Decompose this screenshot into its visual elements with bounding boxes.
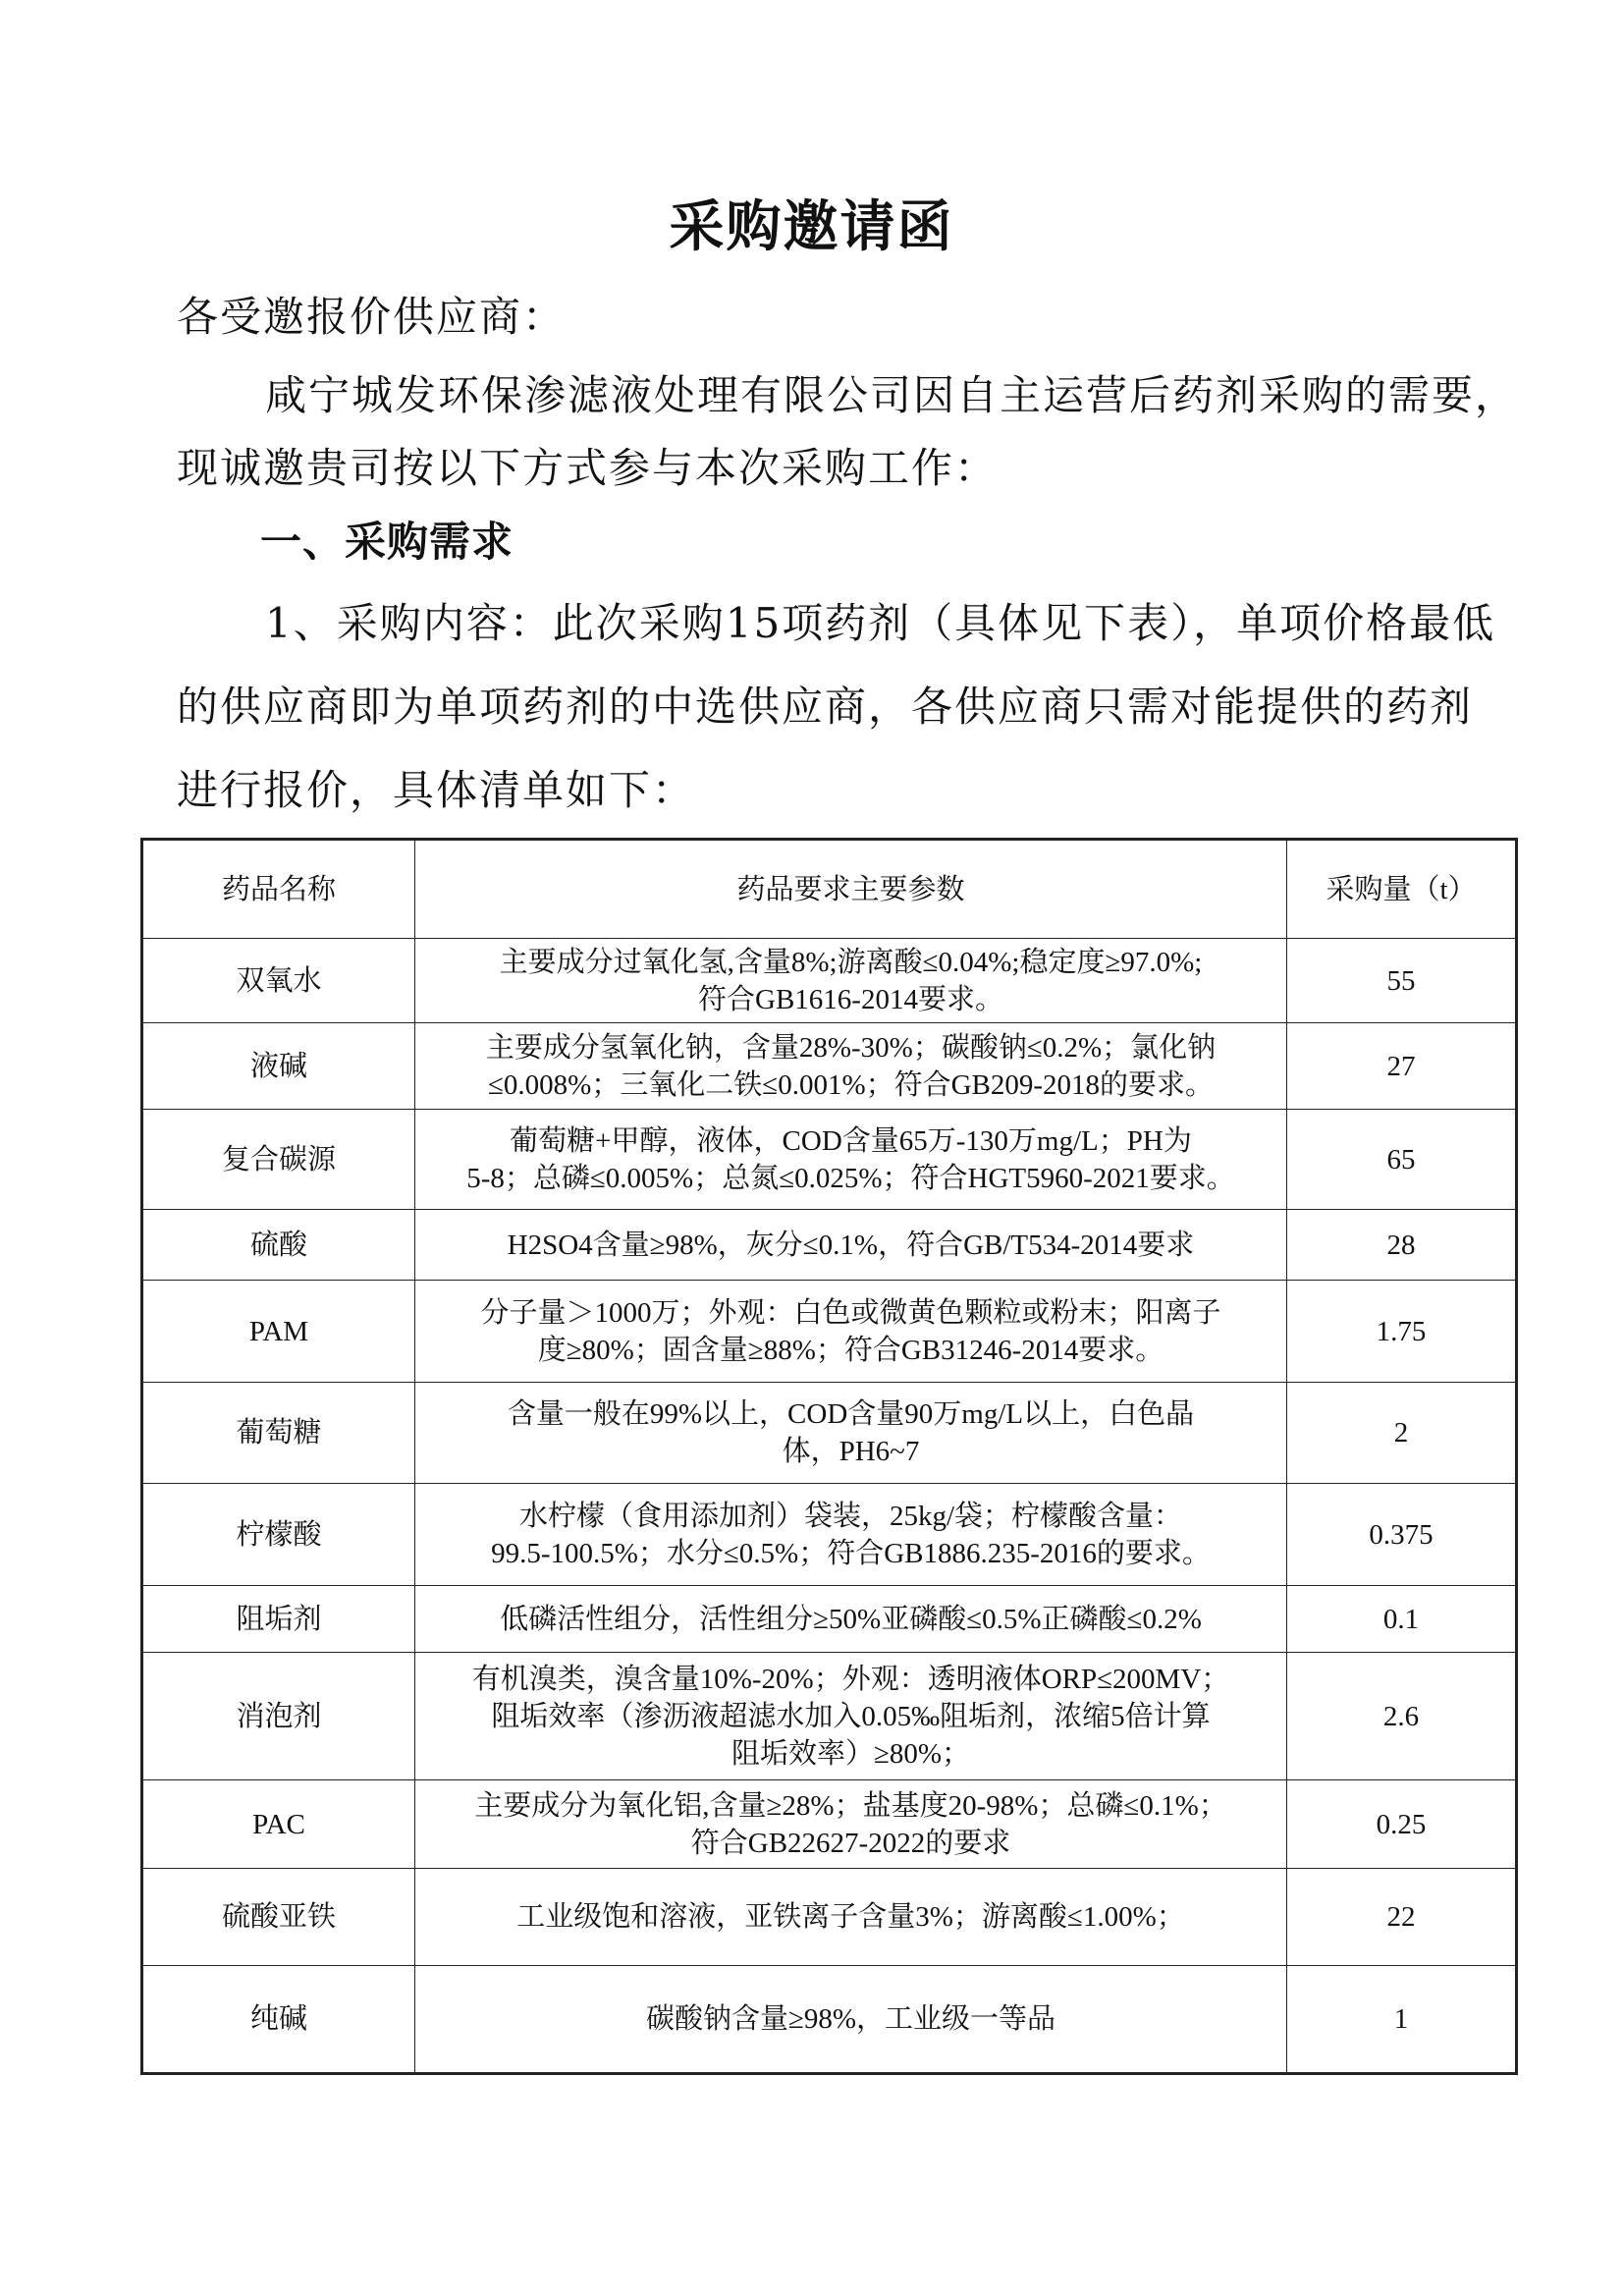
drug-name-cell: 阻垢剂: [142, 1586, 415, 1653]
table-row: [142, 1780, 1517, 1869]
item1-line-3: 进行报价，具体清单如下：: [177, 766, 696, 814]
table-row: [142, 1653, 1517, 1780]
drug-name-cell: PAM: [142, 1281, 415, 1383]
drug-name-cell: 复合碳源: [142, 1110, 415, 1210]
param-line: 体，PH6~7: [782, 1436, 920, 1467]
param-line: 度≥80%；固含量≥88%；符合GB31246-2014要求。: [537, 1334, 1164, 1366]
drug-params-cell: [415, 1383, 1287, 1484]
document-title: 采购邀请函: [669, 195, 954, 259]
drug-params-cell: [415, 1110, 1287, 1210]
quantity-cell: 55: [1287, 939, 1517, 1023]
param-line: 99.5-100.5%；水分≤0.5%；符合GB1886.235-2016的要求。: [491, 1537, 1211, 1569]
drug-params-cell: [415, 1966, 1287, 2074]
header-drug-name: 药品名称: [142, 840, 415, 939]
param-line: 工业级饱和溶液，亚铁离子含量3%；游离酸≤1.00%；: [516, 1901, 1185, 1933]
drug-params-cell: [415, 1281, 1287, 1383]
param-line: 5-8；总磷≤0.005%；总氮≤0.025%；符合HGT5960-2021要求。: [466, 1162, 1235, 1194]
drug-params-cell: [415, 1869, 1287, 1966]
table-row: [142, 939, 1517, 1023]
header-quantity: 采购量（t）: [1287, 840, 1517, 939]
table-row: [142, 1383, 1517, 1484]
intro-line-1: 咸宁城发环保渗滤液处理有限公司因自主运营后药剂采购的需要，: [265, 371, 1519, 419]
param-line: 主要成分氢氧化钠，含量28%-30%；碳酸钠≤0.2%；氯化钠: [485, 1031, 1217, 1064]
procurement-table: [140, 838, 1518, 2075]
drug-params-cell: [415, 1484, 1287, 1586]
param-line: 分子量＞1000万；外观：白色或微黄色颗粒或粉末；阳离子: [480, 1296, 1221, 1329]
section-heading-procurement-needs: 一、采购需求: [260, 518, 514, 566]
param-line: 葡萄糖+甲醇，液体，COD含量65万-130万mg/L；PH为: [510, 1124, 1192, 1157]
table-row: [142, 1281, 1517, 1383]
drug-name-cell: 消泡剂: [142, 1653, 415, 1780]
drug-name-cell: 硫酸亚铁: [142, 1869, 415, 1966]
intro-line-2: 现诚邀贵司按以下方式参与本次采购工作：: [177, 444, 999, 492]
drug-params-cell: [415, 1210, 1287, 1281]
drug-name-cell: 液碱: [142, 1023, 415, 1110]
table-row: [142, 1966, 1517, 2074]
table-row: [142, 1484, 1517, 1586]
drug-name-cell: 葡萄糖: [142, 1383, 415, 1484]
param-line: 阻垢效率）≥80%；: [730, 1737, 971, 1770]
param-line: 阻垢效率（渗沥液超滤水加入0.05‰阻垢剂，浓缩5倍计算: [491, 1700, 1211, 1732]
param-line: H2SO4含量≥98%，灰分≤0.1%，符合GB/T534-2014要求: [507, 1229, 1195, 1261]
drug-name-cell: 纯碱: [142, 1966, 415, 2074]
drug-name-cell: PAC: [142, 1780, 415, 1869]
param-line: ≤0.008%；三氧化二铁≤0.001%；符合GB209-2018的要求。: [487, 1068, 1215, 1101]
drug-params-cell: [415, 1653, 1287, 1780]
param-line: 水柠檬（食用添加剂）袋装，25kg/袋；柠檬酸含量：: [518, 1500, 1183, 1532]
quantity-cell: 1.75: [1287, 1281, 1517, 1383]
table-row: [142, 1110, 1517, 1210]
table-header-row: [142, 840, 1517, 939]
param-line: 有机溴类，溴含量10%-20%；外观：透明液体ORP≤200MV；: [471, 1663, 1230, 1695]
drug-name-cell: 柠檬酸: [142, 1484, 415, 1586]
quantity-cell: 27: [1287, 1023, 1517, 1110]
param-line: 含量一般在99%以上，COD含量90万mg/L以上，白色晶: [507, 1398, 1195, 1430]
salutation: 各受邀报价供应商：: [177, 293, 567, 341]
drug-name-cell: 双氧水: [142, 939, 415, 1023]
param-line: 主要成分为氧化铝,含量≥28%；盐基度20-98%；总磷≤0.1%；: [474, 1789, 1227, 1822]
param-line: 符合GB22627-2022的要求: [690, 1827, 1011, 1859]
table-row: [142, 1869, 1517, 1966]
drug-params-cell: [415, 1023, 1287, 1110]
table-row: [142, 1023, 1517, 1110]
param-line: 碳酸钠含量≥98%，工业级一等品: [645, 2003, 1056, 2035]
table-row: [142, 1210, 1517, 1281]
drug-name-cell: 硫酸: [142, 1210, 415, 1281]
quantity-cell: 22: [1287, 1869, 1517, 1966]
table-row: [142, 1586, 1517, 1653]
quantity-cell: 2.6: [1287, 1653, 1517, 1780]
quantity-cell: 0.25: [1287, 1780, 1517, 1869]
quantity-cell: 28: [1287, 1210, 1517, 1281]
quantity-cell: 65: [1287, 1110, 1517, 1210]
drug-params-cell: [415, 1780, 1287, 1869]
header-drug-params: 药品要求主要参数: [415, 840, 1287, 939]
quantity-cell: 1: [1287, 1966, 1517, 2074]
quantity-cell: 0.375: [1287, 1484, 1517, 1586]
quantity-cell: 0.1: [1287, 1586, 1517, 1653]
quantity-cell: 2: [1287, 1383, 1517, 1484]
drug-params-cell: [415, 1586, 1287, 1653]
param-line: 主要成分过氧化氢,含量8%;游离酸≤0.04%;稳定度≥97.0%;: [499, 946, 1203, 978]
item1-line-2: 的供应商即为单项药剂的中选供应商，各供应商只需对能提供的药剂: [177, 683, 1474, 731]
drug-params-cell: [415, 939, 1287, 1023]
param-line: 符合GB1616-2014要求。: [698, 983, 1003, 1015]
param-line: 低磷活性组分，活性组分≥50%亚磷酸≤0.5%正磷酸≤0.2%: [500, 1603, 1202, 1635]
item1-line-1: 1、采购内容：此次采购15项药剂（具体见下表），单项价格最低: [265, 599, 1496, 647]
